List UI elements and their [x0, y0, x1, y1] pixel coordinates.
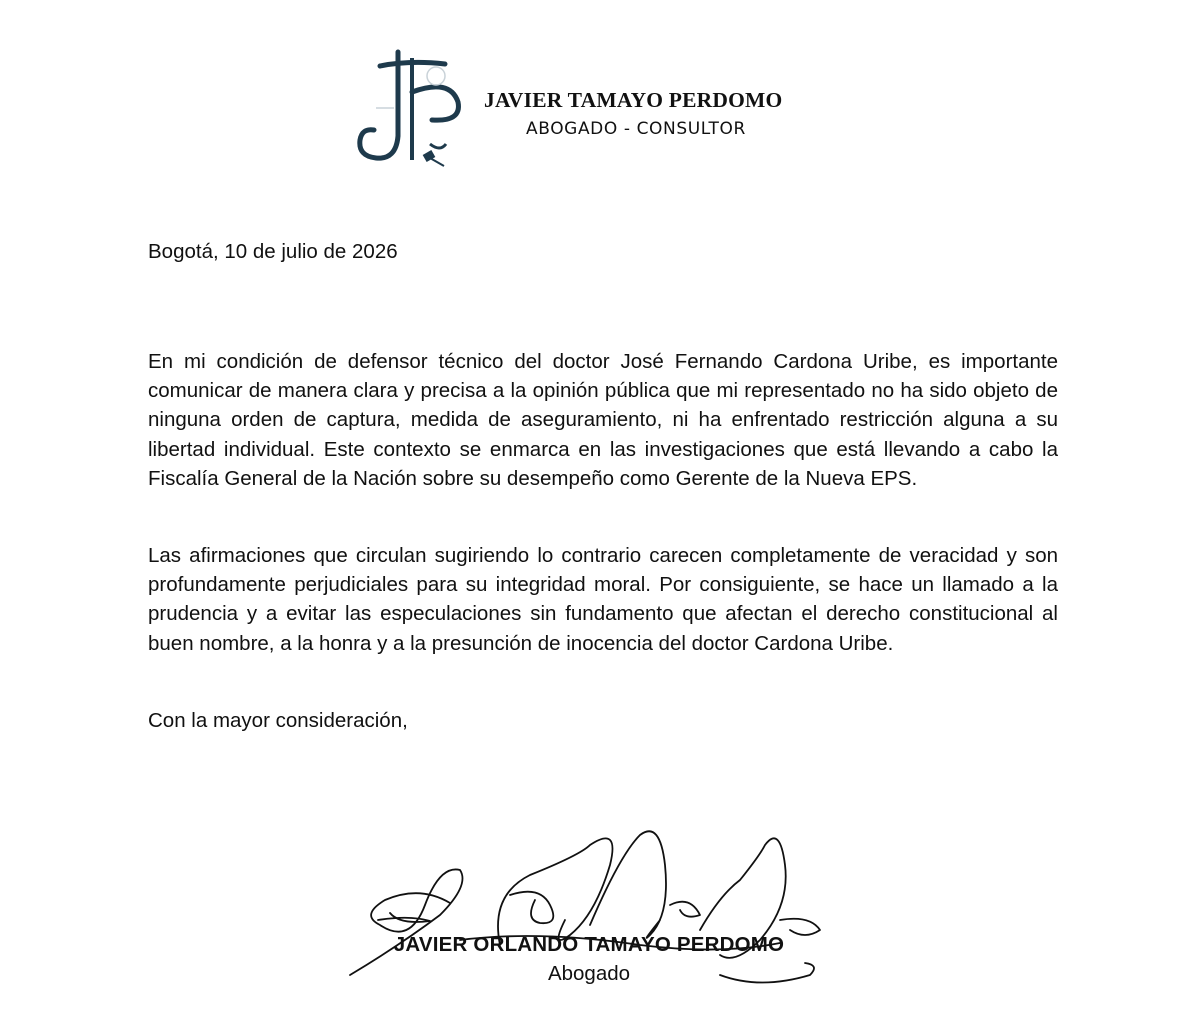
jtp-monogram-logo: [350, 48, 480, 168]
date-line: Bogotá, 10 de julio de 2026: [148, 240, 398, 263]
signer-title: [0, 962, 1200, 986]
body-paragraph-2: Las afirmaciones que circulan sugiriendo lo contrario carecen completamente de veracidad y son profundamente perjudiciales para su integridad moral. Por consiguiente, se hace un llamado a la prudencia y a evitar las especulaciones sin fundamento que afectan el derecho constitucional al buen nombre, a la honra y a la presunción de inocencia del doctor Cardona Uribe.: [148, 544, 1058, 655]
closing-line: Con la mayor consideración,: [148, 709, 408, 732]
firm-subtitle: ABOGADO - CONSULTOR: [526, 119, 746, 139]
signer-name: [0, 933, 1200, 957]
signer-name-text: JAVIER ORLANDO TAMAYO PERDOMO: [393, 933, 785, 956]
letterhead: [350, 40, 870, 170]
signer-title-text: Abogado: [547, 962, 631, 985]
firm-name: JAVIER TAMAYO PERDOMO: [484, 88, 783, 112]
body-paragraph-1: En mi condición de defensor técnico del doctor José Fernando Cardona Uribe, es importante comunicar de manera clara y precisa a la opinión pública que mi representado no ha sido objeto de ninguna orden de captura, medida de aseguramiento, ni ha enfrentado restricción alguna a su libertad individual. Este contexto se enmarca en las investigaciones que está llevando a cabo la Fiscalía General de la Nación sobre su desempeño como Gerente de la Nueva EPS.: [148, 350, 1058, 490]
